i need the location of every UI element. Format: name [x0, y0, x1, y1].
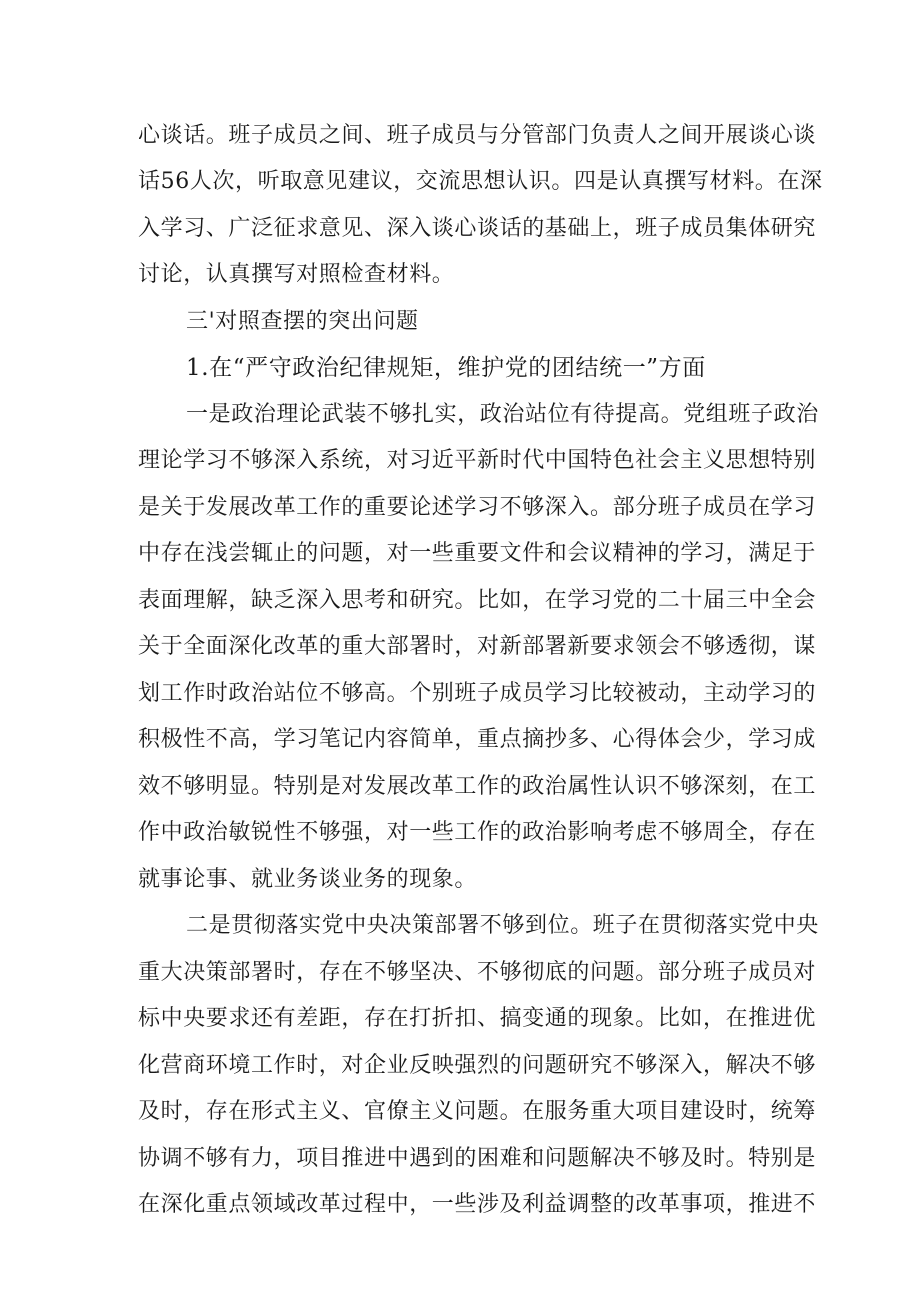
section-heading: 三'对照查摆的突出问题	[186, 309, 419, 334]
text-line: 在深化重点领域改革过程中，一些涉及利益调整的改革事项，推进不	[138, 1192, 817, 1217]
text-line: 作中政治敏锐性不够强，对一些工作的政治影响考虑不够周全，存在	[138, 820, 817, 845]
text-line: 及时，存在形式主义、官僚主义问题。在服务重大项目建设时，统筹	[138, 1099, 817, 1124]
text-line: 理论学习不够深入系统，对习近平新时代中国特色社会主义思想特别	[138, 448, 817, 473]
text-line: 是关于发展改革工作的重要论述学习不够深入。部分班子成员在学习	[138, 495, 817, 520]
text-line: 积极性不高，学习笔记内容简单，重点摘抄多、心得体会少，学习成	[138, 727, 817, 752]
text-line: 协调不够有力，项目推进中遇到的困难和问题解决不够及时。特别是	[138, 1146, 817, 1171]
text-line: 效不够明显。特别是对发展改革工作的政治属性认识不够深刻，在工	[138, 774, 817, 799]
text-line: 中存在浅尝辄止的问题，对一些重要文件和会议精神的学习，满足于	[138, 541, 817, 566]
text-line: 表面理解，缺乏深入思考和研究。比如，在学习党的二十届三中全会	[138, 588, 817, 613]
text-line: 二是贯彻落实党中央决策部署不够到位。班子在贯彻落实党中央	[186, 913, 819, 938]
text-line: 话56人次，听取意见建议，交流思想认识。四是认真撰写材料。在深	[138, 169, 823, 194]
text-line: 讨论，认真撰写对照检查材料。	[138, 262, 455, 287]
text-line: 心谈话。班子成员之间、班子成员与分管部门负责人之间开展谈心谈	[138, 123, 817, 148]
text-line: 重大决策部署时，存在不够坚决、不够彻底的问题。部分班子成员对	[138, 960, 817, 985]
text-line: 入学习、广泛征求意见、深入谈心谈话的基础上，班子成员集体研究	[138, 216, 817, 241]
text-line: 化营商环境工作时，对企业反映强烈的问题研究不够深入，解决不够	[138, 1053, 817, 1078]
text-line: 一是政治理论武装不够扎实，政治站位有待提高。党组班子政治	[186, 402, 819, 427]
text-line: 划工作时政治站位不够高。个别班子成员学习比较被动，主动学习的	[138, 681, 817, 706]
text-line: 标中央要求还有差距，存在打折扣、搞变通的现象。比如，在推进优	[138, 1006, 817, 1031]
subsection-heading: 1.在“严守政治纪律规矩，维护党的团结统一”方面	[186, 355, 706, 381]
text-line: 就事论事、就业务谈业务的现象。	[138, 867, 478, 892]
text-line: 关于全面深化改革的重大部署时，对新部署新要求领会不够透彻，谋	[138, 634, 817, 659]
